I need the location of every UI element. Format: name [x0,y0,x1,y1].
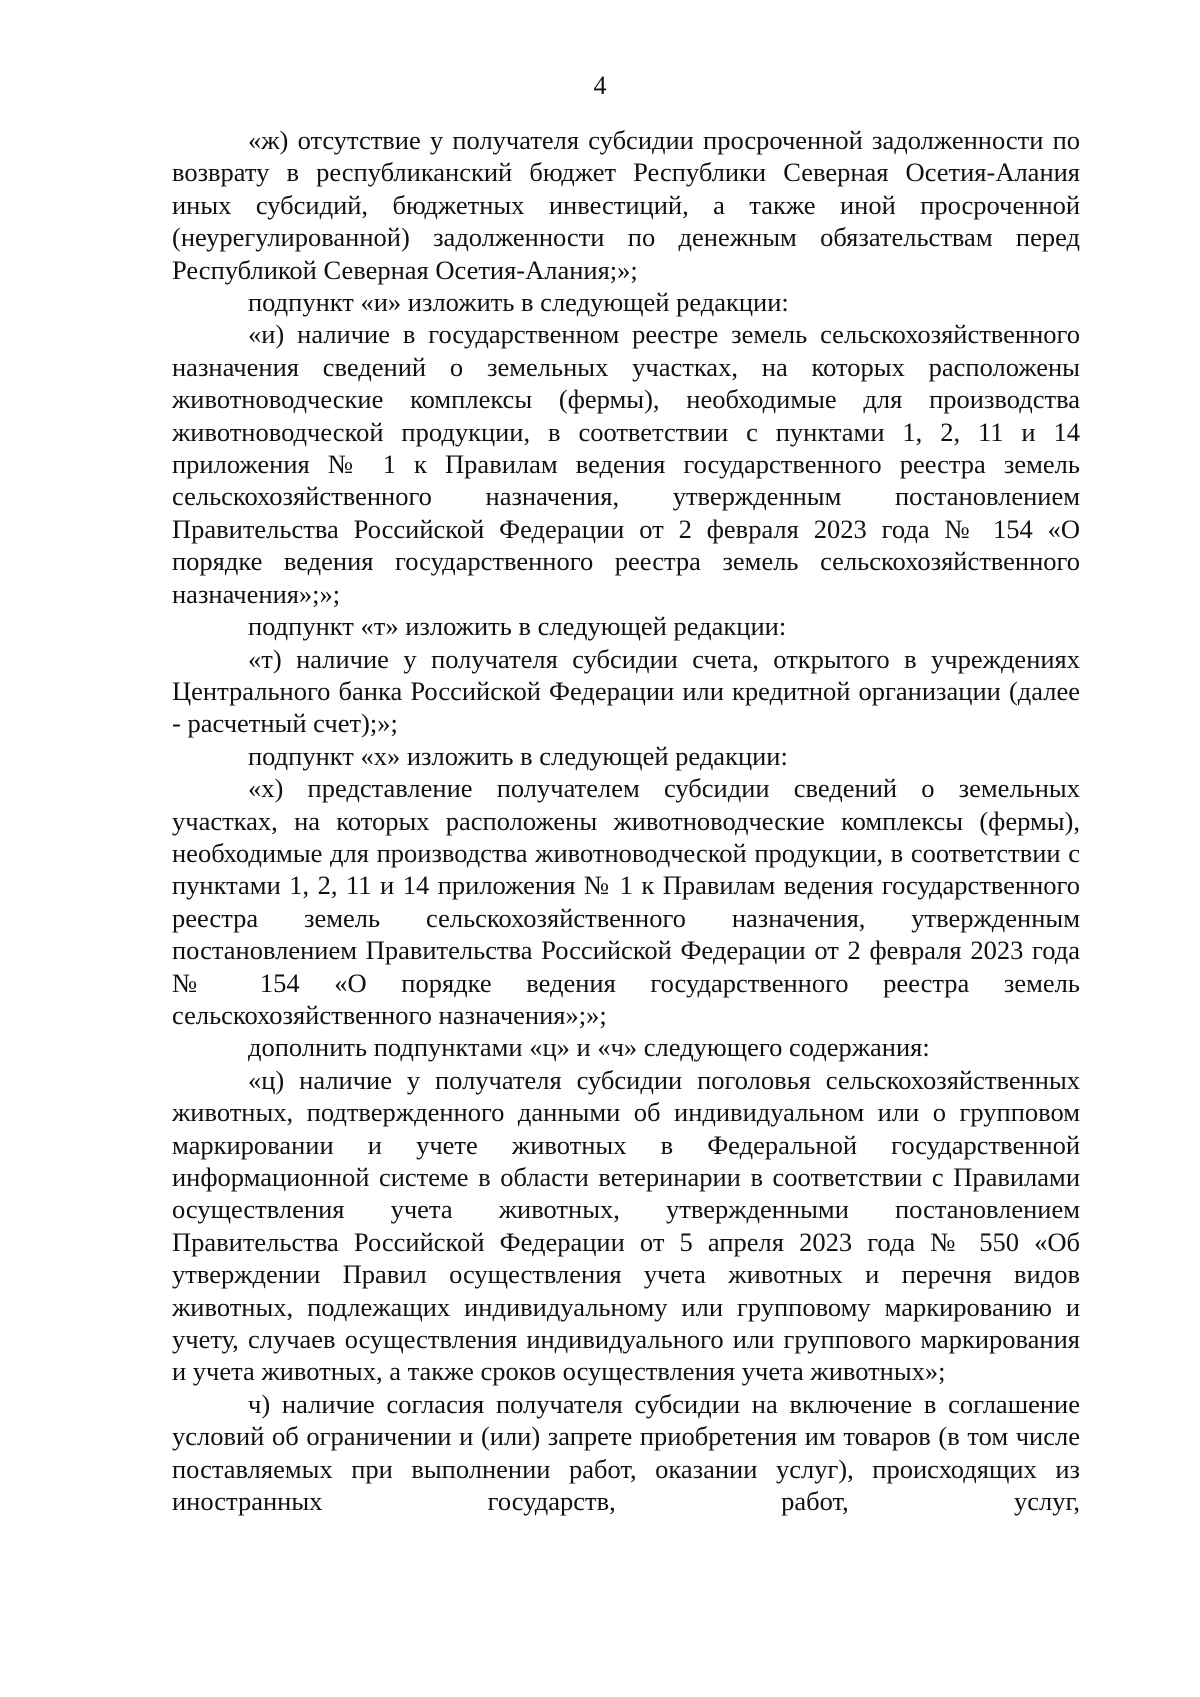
paragraph-zh: «ж) отсутствие у получателя субсидии просроченной задолженности по возврату в республиканский бюджет Республики Северная Осетия-Алания иных субсидий, бюджетных инвестиций, а также иной просроченной (неурегулированной) задолженности по денежным обязательствам перед Республикой Северная Осетия-Алания;»; [172,125,1080,285]
paragraph-ts: «ц) наличие у получателя субсидии поголовья сельскохозяйственных животных, подтвержденного данными об индивидуальном или о групповом маркировании и учете животных в Федеральной государственной информационной системе в области ветеринарии в соответствии с Правилами осуществления учета животных, утвержденными постановлением Правительства Российской Федерации от 5 апреля 2023 года № 550 «Об утверждении Правил осуществления учета животных и перечня видов животных, подлежащих индивидуальному или групповому маркированию и учету, случаев осуществления индивидуального или группового маркирования и учета животных, а также сроков осуществления учета животных»; [172,1064,1080,1387]
paragraph-amend-t: подпункт «т» изложить в следующей редакции: [248,611,787,642]
paragraph-add-ts-ch: дополнить подпунктами «ц» и «ч» следующего содержания: [248,1032,930,1063]
paragraph-t: «т) наличие у получателя субсидии счета, открытого в учреждениях Центрального банка Российской Федерации или кредитной организации (далее - расчетный счет);»; [172,643,1080,739]
paragraph-kh: «х) представление получателем субсидии сведений о земельных участках, на которых расположены животноводческие комплексы (фермы), необходимые для производства животноводческой продукции, в соответствии с пунктами 1, 2, 11 и 14 приложения № 1 к Правилам ведения государственного реестра земель сельскохозяйственного назначения, утвержденным постановлением Правительства Российской Федерации от 2 февраля 2023 года № 154 «О порядке ведения государственного реестра земель сельскохозяйственного назначения»;»; [172,773,1080,1030]
paragraph-ch: ч) наличие согласия получателя субсидии на включение в соглашение условий об ограничении и (или) запрете приобретения им товаров (в том числе поставляемых при выполнении работ, оказании услуг), происходящих из иностранных государств, работ, услуг, [172,1388,1080,1517]
paragraph-i: «и) наличие в государственном реестре земель сельскохозяйственного назначения сведений о земельных участках, на которых расположены животноводческие комплексы (фермы), необходимые для производства животноводческой продукции, в соответствии с пунктами 1, 2, 11 и 14 приложения № 1 к Правилам ведения государственного реестра земель сельскохозяйственного назначения, утвержденным постановлением Правительства Российской Федерации от 2 февраля 2023 года № 154 «О порядке ведения государственного реестра земель сельскохозяйственного назначения»;»; [172,319,1080,609]
paragraph-amend-kh: подпункт «х» изложить в следующей редакции: [248,740,788,771]
paragraph-amend-i: подпункт «и» изложить в следующей редакции: [248,287,789,318]
page-number: 4 [593,71,607,100]
document-body [172,124,1080,1517]
